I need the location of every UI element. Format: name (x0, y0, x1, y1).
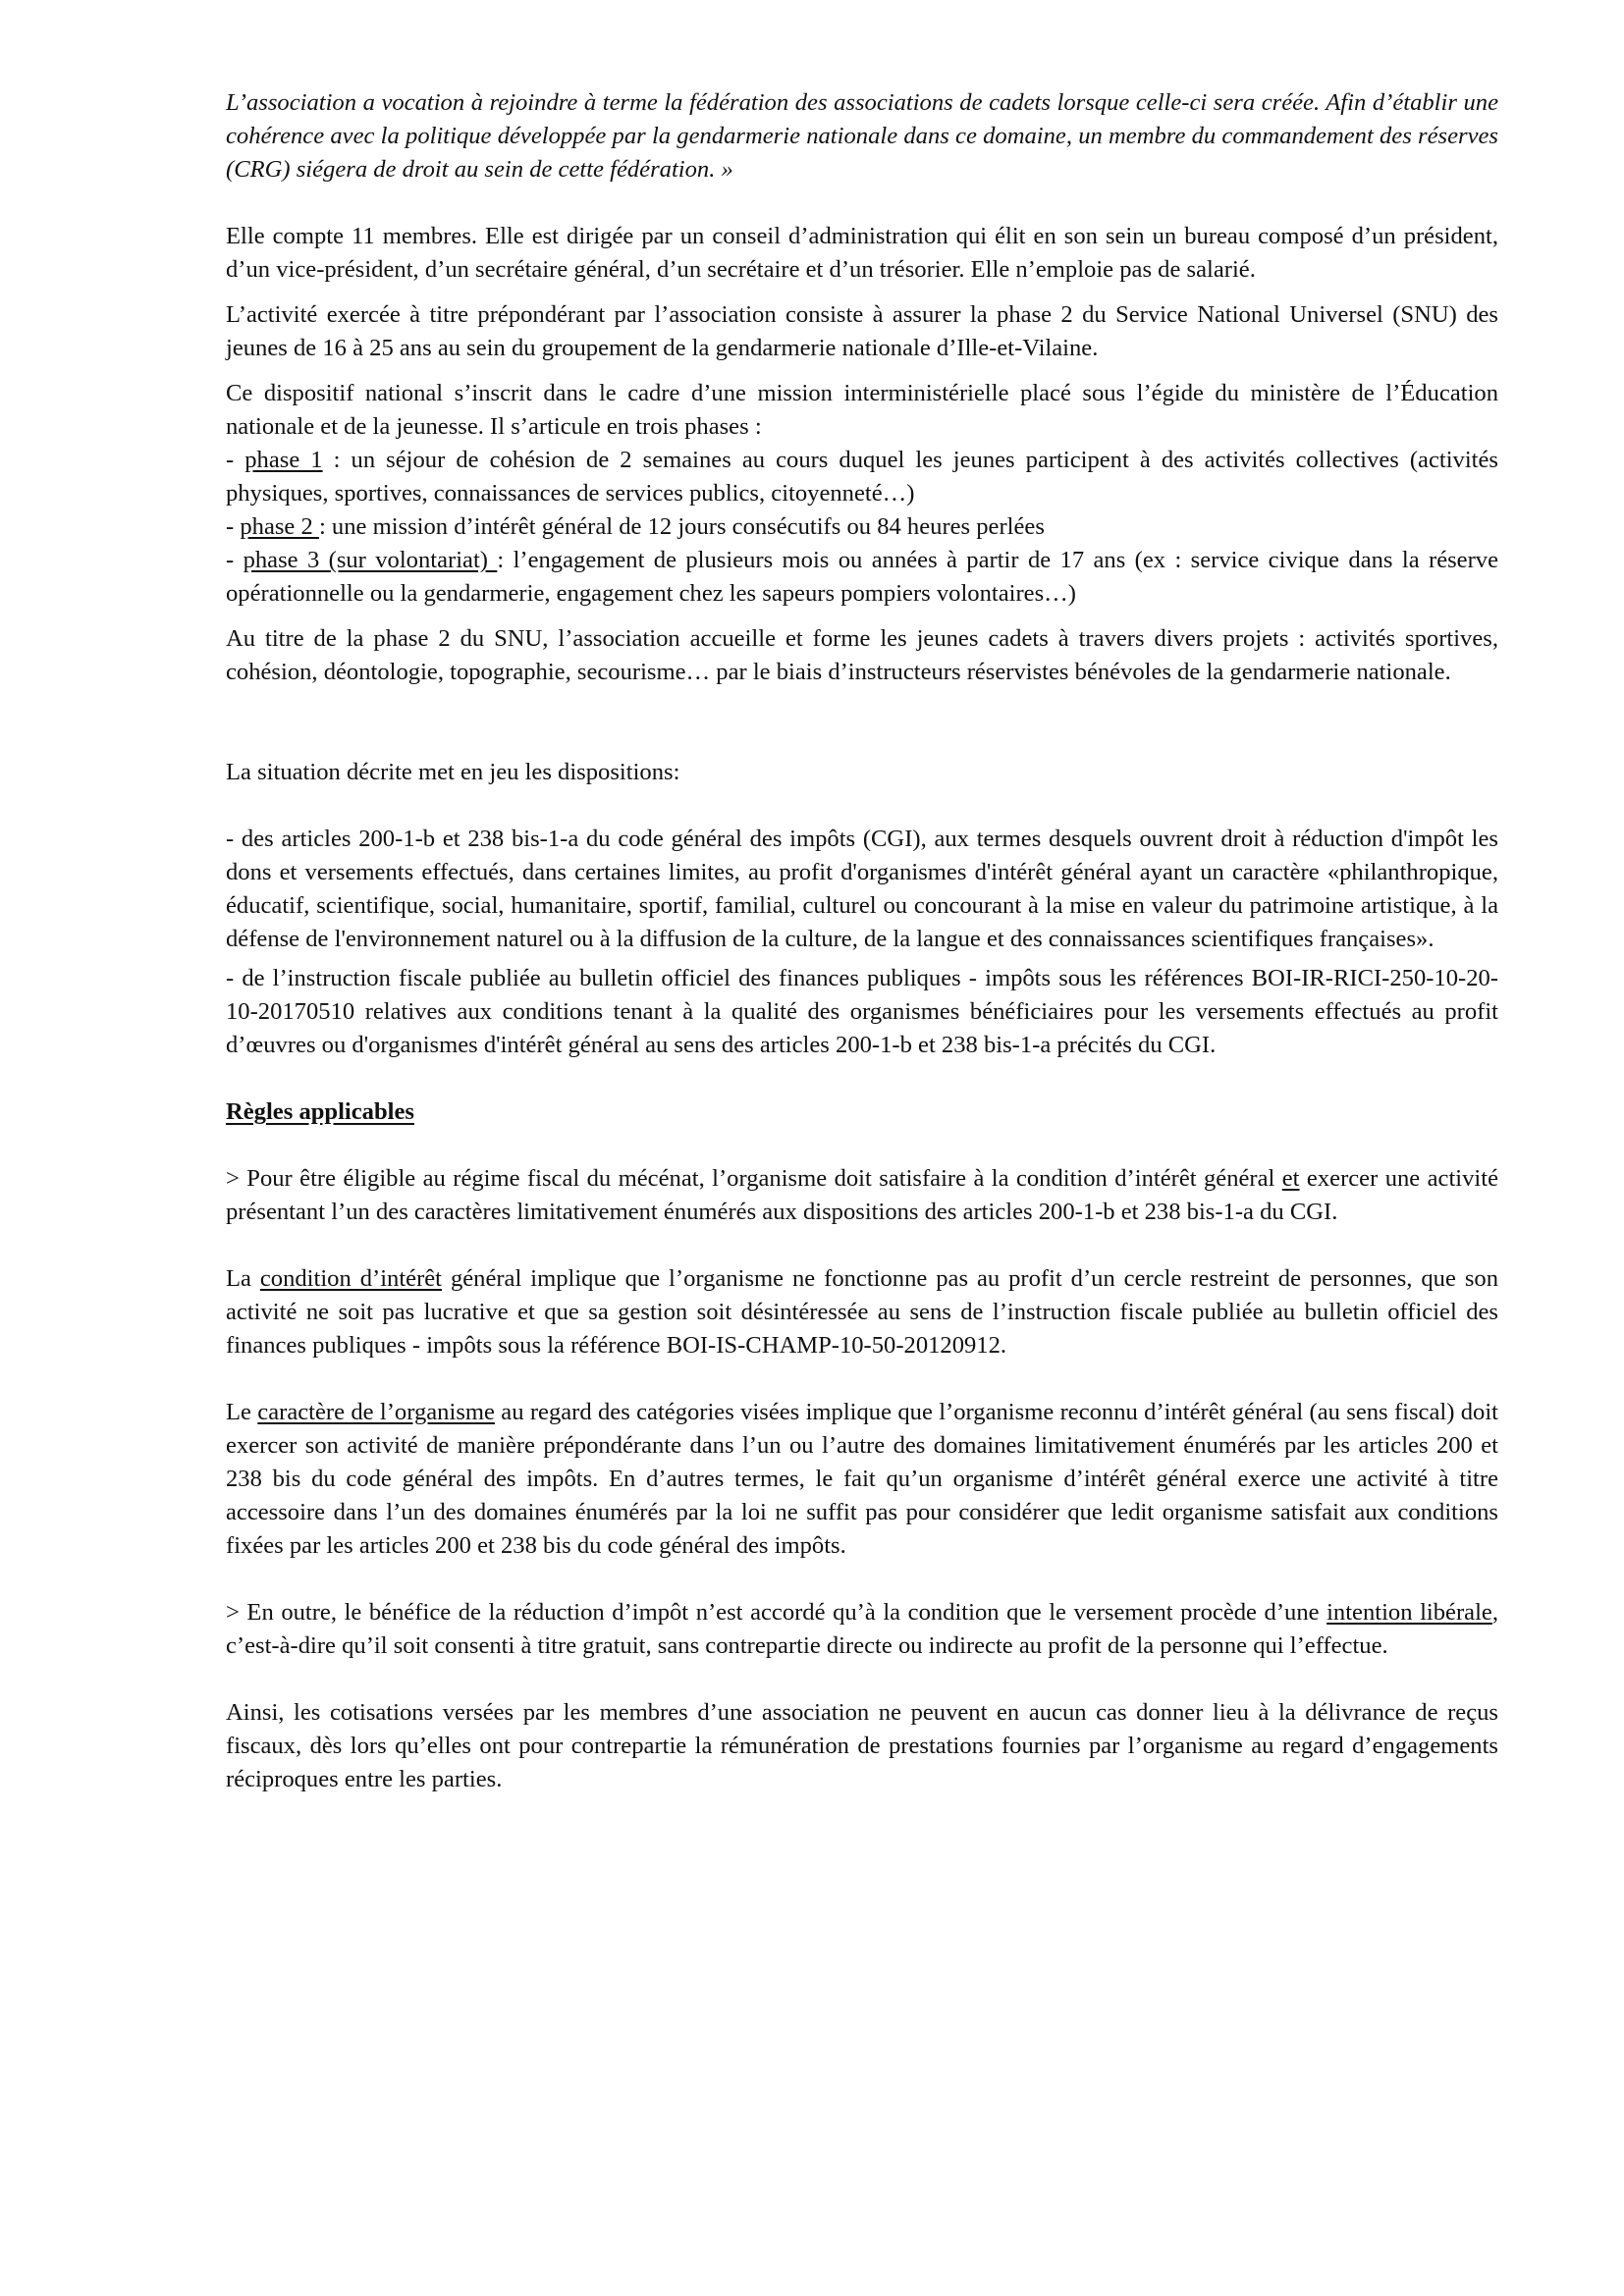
caractere-text-end: au regard des catégories visées implique que l’organisme reconnu d’intérêt général (au sens fiscal) doit exercer son activité de manière prépondérante dans l’un ou l’autre des domaines limitativement énumérés par les articles 200 et 238 bis du code général des impôts. En d’autres termes, le fait qu’un organisme d’intérêt général exerce une activité à titre accessoire dans l’un des domaines énumérés par la loi ne suffit pas pour considérer que ledit organisme satisfait aux conditions fixées par les articles 200 et 238 bis du code général des impôts. (226, 1399, 1498, 1559)
phase-3-prefix: - (226, 547, 244, 573)
situation-paragraph: La situation décrite met en jeu les dispositions: (226, 759, 680, 785)
condition-paragraph (226, 1262, 1498, 1362)
articles-paragraph: - des articles 200-1-b et 238 bis-1-a du code général des impôts (CGI), aux termes desquels ouvrent droit à réduction d'impôt les dons et versements effectués, dans certaines limites, au profit d'organismes d'intérêt général ayant un caractère «philanthropique, éducatif, scientifique, social, humanitaire, sportif, familial, culturel ou concourant à la mise en valeur du patrimoine artistique, à la défense de l'environnement naturel ou à la diffusion de la culture, de la langue et des connaissances scientifiques françaises». (226, 826, 1498, 952)
phase-3-label: phase 3 (sur volontariat) (243, 547, 498, 573)
eligibility-paragraph (226, 1162, 1498, 1229)
phase-1-label: phase 1 (244, 447, 323, 473)
benefice-text-end: , c’est-à-dire qu’il soit consenti à titre gratuit, sans contrepartie directe ou indirecte au profit de la personne qui l’effectue. (226, 1599, 1498, 1659)
dispositif-paragraph: Ce dispositif national s’inscrit dans le cadre d’une mission interministérielle placé sous l’égide du ministère de l’Éducation nationale et de la jeunesse. Il s’articule en trois phases : (226, 380, 1498, 440)
condition-text-end: général implique que l’organisme ne fonctionne pas au profit d’un cercle restreint de personnes, que son activité ne soit pas lucrative et que sa gestion soit désintéressée au sens de l’instruction fiscale publiée au bulletin officiel des finances publiques - impôts sous la référence BOI-IS-CHAMP-10-50-20120912. (226, 1265, 1498, 1359)
phase-3-item (226, 544, 1498, 611)
phase-1-item (226, 444, 1498, 510)
instruction-paragraph: - de l’instruction fiscale publiée au bulletin officiel des finances publiques - impôts sous les références BOI-IR-RICI-250-10-20-10-20170510 relatives aux conditions tenant à la qualité des organismes bénéficiaires pour les versements effectués au profit d’œuvres ou d'organismes d'intérêt général au sens des articles 200-1-b et 238 bis-1-a précités du CGI. (226, 965, 1498, 1058)
phase-1-prefix: - (226, 447, 245, 473)
condition-underlined: condition d’intérêt (259, 1265, 443, 1292)
benefice-paragraph (226, 1596, 1498, 1663)
phase-2-item (226, 510, 1498, 544)
condition-text-start: La (226, 1265, 260, 1292)
caractere-underlined: caractère de l’organisme (257, 1399, 495, 1425)
intro-quote-paragraph: L’association a vocation à rejoindre à terme la fédération des associations de cadets lorsque celle-ci sera créée. Afin d’établir une cohérence avec la politique développée par la gendarmerie nationale dans ce domaine, un membre du commandement des réserves (CRG) siégera de droit au sein de cette fédération. » (226, 89, 1498, 183)
phase-1-text: : un séjour de cohésion de 2 semaines au cours duquel les jeunes participent à des activités collectives (activités physiques, sportives, connaissances de services publics, citoyenneté…) (226, 447, 1498, 507)
eligibility-underlined: et (1281, 1165, 1300, 1192)
activity-paragraph: L’activité exercée à titre prépondérant par l’association consiste à assurer la phase 2 du Service National Universel (SNU) des jeunes de 16 à 25 ans au sein du groupement de la gendarmerie nationale d’Ille-et-Vilaine. (226, 301, 1498, 361)
eligibility-text-end: exercer une activité présentant l’un des caractères limitativement énumérés aux dispositions des articles 200-1-b et 238 bis-1-a du CGI. (226, 1165, 1498, 1225)
benefice-underlined: intention libérale (1326, 1599, 1492, 1626)
cotisations-paragraph: Ainsi, les cotisations versées par les membres d’une association ne peuvent en aucun cas donner lieu à la délivrance de reçus fiscaux, dès lors qu’elles ont pour contrepartie la rémunération de prestations fournies par l’organisme au regard d’engagements réciproques entre les parties. (226, 1699, 1498, 1792)
rules-heading: Règles applicables (226, 1098, 414, 1125)
dispositif-block (226, 377, 1498, 611)
phase-2-label: phase 2 (240, 513, 319, 540)
eligibility-text-start: > Pour être éligible au régime fiscal du mécénat, l’organisme doit satisfaire à la condition d’intérêt général (226, 1165, 1282, 1192)
caractere-paragraph (226, 1396, 1498, 1563)
phase-2-text: : une mission d’intérêt général de 12 jours consécutifs ou 84 heures perlées (318, 513, 1045, 540)
phase-3-text: : l’engagement de plusieurs mois ou années à partir de 17 ans (ex : service civique dans la réserve opérationnelle ou la gendarmerie, engagement chez les sapeurs pompiers volontaires…) (226, 547, 1499, 607)
phase-2-prefix: - (226, 513, 241, 540)
caractere-text-start: Le (226, 1399, 258, 1425)
members-paragraph: Elle compte 11 membres. Elle est dirigée par un conseil d’administration qui élit en son sein un bureau composé d’un président, d’un vice-président, d’un secrétaire général, d’un secrétaire et d’un trésorier. Elle n’emploie pas de salarié. (226, 223, 1498, 283)
phase2-projects-paragraph: Au titre de la phase 2 du SNU, l’association accueille et forme les jeunes cadets à travers divers projets : activités sportives, cohésion, déontologie, topographie, secourisme… par le biais d’instructeurs réservistes bénévoles de la gendarmerie nationale. (226, 625, 1498, 685)
document-page (226, 86, 1498, 1796)
benefice-text-start: > En outre, le bénéfice de la réduction d’impôt n’est accordé qu’à la condition que le versement procède d’une (226, 1599, 1327, 1626)
